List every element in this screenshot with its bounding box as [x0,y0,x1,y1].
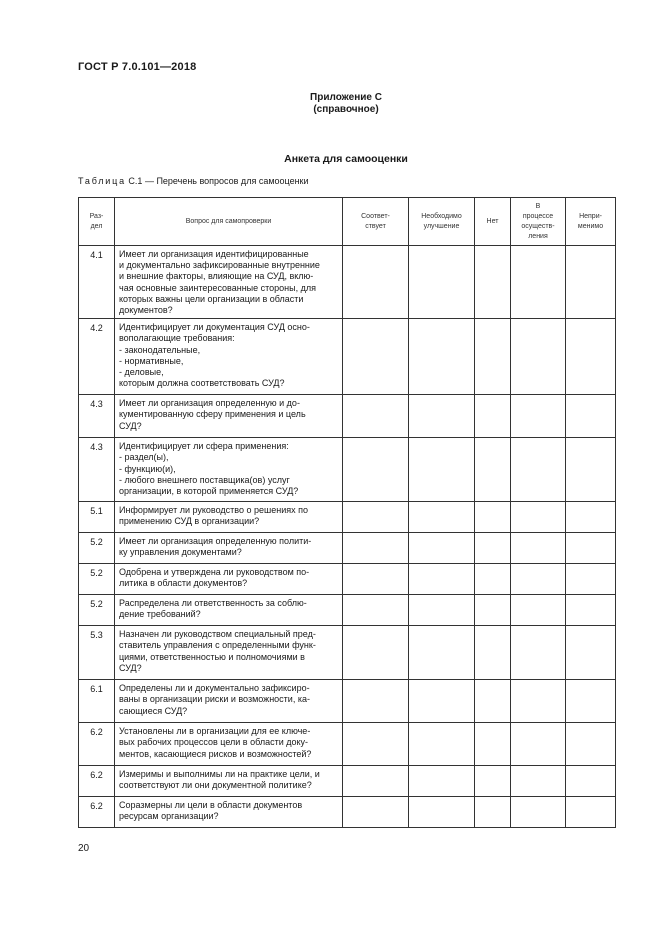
question-line: циями, ответственностью и полномочиями в [119,651,305,662]
question-line: вополагающие требования: [119,333,235,344]
col-header-needs-improvement: Необходимо улучшение [409,198,475,246]
section-number: 4.1 [79,246,115,319]
question-line: которым должна соответствовать СУД? [119,378,285,389]
answer-not-applicable-cell[interactable] [566,246,616,319]
question-line: чая основные заинтересованные стороны, для [119,282,317,293]
answer-in-progress-cell[interactable] [511,438,566,502]
caption-text: — Перечень вопросов для самооценки [144,176,309,186]
answer-in-progress-cell[interactable] [511,766,566,797]
question-line: вых рабочих процессов цели в области доку- [119,737,309,748]
answer-needs-improvement-cell[interactable] [409,438,475,502]
answer-not-applicable-cell[interactable] [566,502,616,533]
table-row [79,626,616,680]
question-text [115,533,343,564]
question-line: - нормативные, [119,355,184,366]
table-row [79,797,616,828]
question-line: сающиеся СУД? [119,705,188,716]
annex-title: Приложение С [310,92,382,103]
answer-no-cell[interactable] [475,246,511,319]
question-line: - раздел(ы), [119,452,169,463]
answer-no-cell[interactable] [475,395,511,438]
answer-not-applicable-cell[interactable] [566,723,616,766]
caption-label: Таблица [78,176,126,186]
answer-complies-cell[interactable] [343,680,409,723]
section-number: 5.2 [79,564,115,595]
col-header-in-progress: В процессе осуществ- ления [511,198,566,246]
question-text [115,564,343,595]
table-caption [78,176,309,186]
answer-needs-improvement-cell[interactable] [409,680,475,723]
question-line: Соразмерны ли цели в области документов [119,800,303,811]
answer-complies-cell[interactable] [343,723,409,766]
question-line: Измеримы и выполнимы ли на практике цели, и [119,769,320,780]
col-header-no: Нет [475,198,511,246]
answer-needs-improvement-cell[interactable] [409,626,475,680]
answer-complies-cell[interactable] [343,797,409,828]
answer-in-progress-cell[interactable] [511,680,566,723]
question-line: Одобрена и утверждена ли руководством по- [119,567,310,578]
document-title: Анкета для самооценки [284,153,408,165]
answer-needs-improvement-cell[interactable] [409,797,475,828]
answer-not-applicable-cell[interactable] [566,319,616,395]
answer-needs-improvement-cell[interactable] [409,533,475,564]
question-line: Установлены ли в организации для ее ключе- [119,726,311,737]
question-line: Идентифицирует ли документация СУД осно- [119,322,310,333]
question-line: и документально зафиксированные внутренние [119,260,320,271]
answer-in-progress-cell[interactable] [511,533,566,564]
answer-needs-improvement-cell[interactable] [409,564,475,595]
section-number: 4.3 [79,395,115,438]
answer-complies-cell[interactable] [343,395,409,438]
question-line: - законодательные, [119,344,201,355]
table-row [79,438,616,502]
section-number: 5.2 [79,595,115,626]
answer-no-cell[interactable] [475,319,511,395]
question-text [115,766,343,797]
col-header-section: Раз- дел [79,198,115,246]
section-number: 6.2 [79,797,115,828]
caption-number: С.1 [128,176,143,186]
question-text [115,246,343,319]
question-text [115,723,343,766]
table-row [79,395,616,438]
section-number: 5.1 [79,502,115,533]
answer-in-progress-cell[interactable] [511,723,566,766]
page-number: 20 [78,843,90,854]
section-number: 4.3 [79,438,115,502]
col-header-complies: Соответ- ствует [343,198,409,246]
answer-not-applicable-cell[interactable] [566,595,616,626]
answer-in-progress-cell[interactable] [511,246,566,319]
answer-no-cell[interactable] [475,502,511,533]
question-line: Имеет ли организация определенную и до- [119,398,300,409]
answer-needs-improvement-cell[interactable] [409,319,475,395]
answer-not-applicable-cell[interactable] [566,395,616,438]
question-text [115,438,343,502]
answer-not-applicable-cell[interactable] [566,438,616,502]
answer-no-cell[interactable] [475,438,511,502]
answer-needs-improvement-cell[interactable] [409,246,475,319]
question-line: дение требований? [119,609,201,620]
answer-complies-cell[interactable] [343,533,409,564]
question-line: СУД? [119,662,142,673]
question-line: ваны в организации риски и возможности, ка- [119,694,310,705]
question-line: - любого внешнего поставщика(ов) услуг [119,474,290,485]
answer-complies-cell[interactable] [343,502,409,533]
question-line: Определены ли и документально зафиксиро- [119,683,310,694]
answer-in-progress-cell[interactable] [511,595,566,626]
table-header-row [79,198,616,246]
answer-needs-improvement-cell[interactable] [409,395,475,438]
question-text [115,395,343,438]
question-line: ку управления документами? [119,547,242,558]
question-line: Имеет ли организация идентифицированные [119,249,309,259]
question-text [115,595,343,626]
answer-in-progress-cell[interactable] [511,797,566,828]
answer-needs-improvement-cell[interactable] [409,595,475,626]
question-line: ресурсам организации? [119,811,219,822]
self-assessment-table [78,197,616,828]
question-line: Назначен ли руководством специальный пред- [119,629,316,640]
section-number: 4.2 [79,319,115,395]
answer-no-cell[interactable] [475,626,511,680]
answer-complies-cell[interactable] [343,595,409,626]
question-line: которых важны цели организации в области [119,293,304,304]
question-line: применению СУД в организации? [119,516,260,527]
question-line: Имеет ли организация определенную полити- [119,536,312,547]
table-row [79,246,616,319]
answer-not-applicable-cell[interactable] [566,626,616,680]
answer-no-cell[interactable] [475,723,511,766]
answer-no-cell[interactable] [475,797,511,828]
col-header-question: Вопрос для самопроверки [115,198,343,246]
question-line: СУД? [119,420,142,431]
answer-complies-cell[interactable] [343,564,409,595]
question-line: Распределена ли ответственность за соблю- [119,598,307,609]
table-row [79,564,616,595]
answer-complies-cell[interactable] [343,246,409,319]
table-row [79,680,616,723]
question-text [115,797,343,828]
answer-no-cell[interactable] [475,766,511,797]
answer-needs-improvement-cell[interactable] [409,723,475,766]
answer-needs-improvement-cell[interactable] [409,766,475,797]
table-row [79,595,616,626]
answer-not-applicable-cell[interactable] [566,766,616,797]
table-row [79,723,616,766]
answer-needs-improvement-cell[interactable] [409,502,475,533]
question-line: организации, в которой применяется СУД? [119,486,299,497]
question-line: соответствуют ли они документной политике? [119,780,312,791]
question-text [115,626,343,680]
standard-designation: ГОСТ Р 7.0.101—2018 [78,61,197,73]
answer-no-cell[interactable] [475,564,511,595]
answer-in-progress-cell[interactable] [511,319,566,395]
question-line: документов? [119,305,173,316]
question-line: - функцию(и), [119,463,176,474]
answer-not-applicable-cell[interactable] [566,533,616,564]
answer-in-progress-cell[interactable] [511,395,566,438]
question-text [115,680,343,723]
section-number: 5.3 [79,626,115,680]
question-line: литика в области документов? [119,578,248,589]
table-row [79,533,616,564]
question-line: - деловые, [119,367,164,378]
table-row [79,319,616,395]
table-row [79,766,616,797]
question-line: Информирует ли руководство о решениях по [119,505,308,516]
col-header-not-applicable: Непри- менимо [566,198,616,246]
section-number: 5.2 [79,533,115,564]
question-text [115,319,343,395]
question-line: кументированную сферу применения и цель [119,409,306,420]
question-text [115,502,343,533]
question-line: Идентифицирует ли сфера применения: [119,441,289,452]
answer-not-applicable-cell[interactable] [566,564,616,595]
table-row [79,502,616,533]
section-number: 6.2 [79,723,115,766]
answer-not-applicable-cell[interactable] [566,797,616,828]
answer-in-progress-cell[interactable] [511,564,566,595]
answer-complies-cell[interactable] [343,766,409,797]
answer-complies-cell[interactable] [343,438,409,502]
annex-subtitle: (справочное) [313,104,379,115]
question-line: ментов, касающиеся рисков и возможностей? [119,748,312,759]
answer-no-cell[interactable] [475,595,511,626]
question-line: и внешние факторы, влияющие на СУД, вклю- [119,271,314,282]
question-line: ставитель управления с определенными функ- [119,640,316,651]
answer-in-progress-cell[interactable] [511,502,566,533]
section-number: 6.2 [79,766,115,797]
answer-not-applicable-cell[interactable] [566,680,616,723]
annex-heading [0,92,661,116]
answer-no-cell[interactable] [475,533,511,564]
answer-in-progress-cell[interactable] [511,626,566,680]
section-number: 6.1 [79,680,115,723]
answer-complies-cell[interactable] [343,626,409,680]
answer-no-cell[interactable] [475,680,511,723]
answer-complies-cell[interactable] [343,319,409,395]
